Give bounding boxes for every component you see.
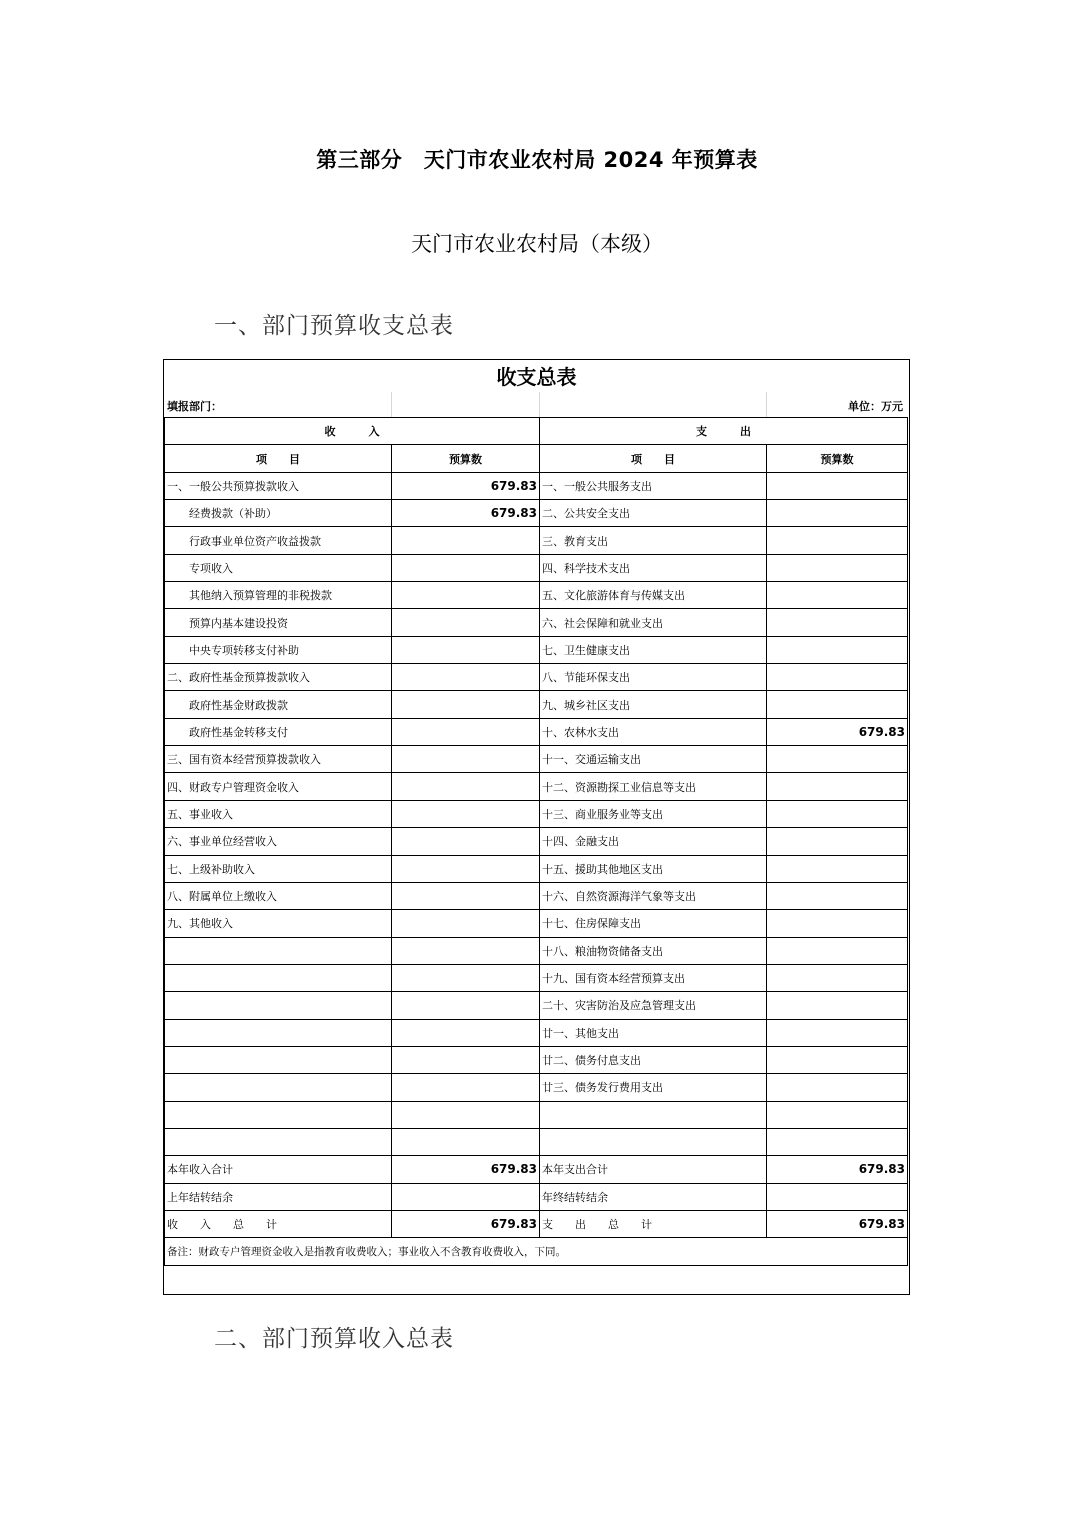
table-row [165,1128,908,1155]
income-value-cell [392,773,540,800]
table-note-row [165,1238,908,1265]
income-value-cell [392,664,540,691]
budget-summary-table [164,417,908,1266]
income-item-cell: 其他纳入预算管理的非税拨款 [165,582,392,609]
expense-value-cell [767,882,908,909]
income-item-cell: 行政事业单位资产收益拨款 [165,527,392,554]
income-item-cell: 一、一般公共预算拨款收入 [165,472,392,499]
expense-item-cell: 支 出 总 计 [540,1210,767,1237]
table-row [165,800,908,827]
income-value-cell [392,1183,540,1210]
expense-item-cell: 十、农林水支出 [540,718,767,745]
income-value-cell [392,609,540,636]
expense-item-cell: 五、文化旅游体育与传媒支出 [540,582,767,609]
table-row [165,664,908,691]
expense-item-cell: 十九、国有资本经营预算支出 [540,964,767,991]
table-row [165,472,908,499]
income-item-cell [165,1046,392,1073]
income-value-cell: 679.83 [392,500,540,527]
expense-value-cell [767,582,908,609]
table-row [165,937,908,964]
fill-info-row [164,392,909,418]
income-value-cell [392,800,540,827]
income-value-cell [392,964,540,991]
table-row [165,910,908,937]
expense-item-cell: 十七、住房保障支出 [540,910,767,937]
page-subtitle: 天门市农业农村局（本级） [411,232,663,256]
table-row [165,1210,908,1237]
expense-item-cell [540,1101,767,1128]
table-row [165,527,908,554]
expense-item-cell: 十五、援助其他地区支出 [540,855,767,882]
expense-item-cell: 八、节能环保支出 [540,664,767,691]
income-value-cell [392,554,540,581]
income-value-cell [392,855,540,882]
income-value-cell: 679.83 [392,472,540,499]
expense-value-cell [767,1074,908,1101]
expense-value-cell [767,1101,908,1128]
expense-value-cell [767,691,908,718]
expense-value-cell [767,1019,908,1046]
expense-value-cell: 679.83 [767,1156,908,1183]
expense-item-cell: 十二、资源勘探工业信息等支出 [540,773,767,800]
expense-value-cell: 679.83 [767,1210,908,1237]
expense-item-cell: 年终结转结余 [540,1183,767,1210]
income-item-cell: 二、政府性基金预算拨款收入 [165,664,392,691]
income-item-cell: 经费拨款（补助） [165,500,392,527]
table-row [165,500,908,527]
table-row [165,636,908,663]
expense-value-cell [767,800,908,827]
expense-value-cell [767,910,908,937]
income-item-cell: 七、上级补助收入 [165,855,392,882]
table-row [165,746,908,773]
expense-item-cell: 三、教育支出 [540,527,767,554]
expense-value-cell [767,773,908,800]
table-subheader-row [165,445,908,472]
income-item-cell: 三、国有资本经营预算拨款收入 [165,746,392,773]
income-item-cell: 政府性基金转移支付 [165,718,392,745]
expense-value-cell [767,527,908,554]
income-item-cell [165,1128,392,1155]
table-row [165,582,908,609]
expense-item-cell: 廿二、债务付息支出 [540,1046,767,1073]
budget-summary-table-frame [163,359,910,1295]
expense-item-cell: 一、一般公共服务支出 [540,472,767,499]
income-item-cell [165,1074,392,1101]
expense-value-cell [767,1128,908,1155]
unit-label: 单位：万元 [848,400,903,413]
income-value-cell [392,910,540,937]
table-header-row [165,418,908,445]
table-row [165,1019,908,1046]
expense-item-cell: 二、公共安全支出 [540,500,767,527]
income-budget-header: 预算数 [392,445,540,472]
income-item-cell: 收 入 总 计 [165,1210,392,1237]
table-row [165,718,908,745]
income-item-cell: 六、事业单位经营收入 [165,828,392,855]
expense-value-cell [767,828,908,855]
expense-item-header: 项 目 [540,445,767,472]
expense-value-cell [767,1183,908,1210]
table-row [165,992,908,1019]
income-value-cell [392,937,540,964]
expense-value-cell [767,937,908,964]
expense-value-cell [767,664,908,691]
expense-value-cell [767,855,908,882]
expense-item-cell: 十一、交通运输支出 [540,746,767,773]
expense-value-cell [767,1046,908,1073]
expense-item-cell: 廿三、债务发行费用支出 [540,1074,767,1101]
expense-item-cell: 十八、粮油物资储备支出 [540,937,767,964]
expense-value-cell [767,964,908,991]
income-item-cell [165,1101,392,1128]
table-note: 备注：财政专户管理资金收入是指教育收费收入；事业收入不含教育收费收入，下同。 [165,1238,908,1265]
income-value-cell: 679.83 [392,1210,540,1237]
table-row [165,882,908,909]
income-item-cell [165,937,392,964]
table-row [165,828,908,855]
income-item-cell: 九、其他收入 [165,910,392,937]
grid-divider [766,392,767,418]
income-value-cell: 679.83 [392,1156,540,1183]
section-heading-budget-summary: 一、部门预算收支总表 [214,313,454,339]
expense-value-cell: 679.83 [767,718,908,745]
income-item-cell: 上年结转结余 [165,1183,392,1210]
income-item-cell: 中央专项转移支付补助 [165,636,392,663]
income-item-cell: 政府性基金财政拨款 [165,691,392,718]
expense-item-cell: 廿一、其他支出 [540,1019,767,1046]
expense-value-cell [767,992,908,1019]
expense-value-cell [767,636,908,663]
expense-item-cell: 六、社会保障和就业支出 [540,609,767,636]
expense-item-cell: 本年支出合计 [540,1156,767,1183]
table-row [165,609,908,636]
expense-item-cell: 十四、金融支出 [540,828,767,855]
table-row [165,773,908,800]
income-value-cell [392,1101,540,1128]
table-row [165,554,908,581]
table-row [165,691,908,718]
expense-value-cell [767,472,908,499]
income-value-cell [392,746,540,773]
table-row [165,964,908,991]
income-value-cell [392,1019,540,1046]
table-row [165,855,908,882]
expense-item-cell: 二十、灾害防治及应急管理支出 [540,992,767,1019]
expense-header: 支 出 [540,418,908,445]
income-item-cell [165,992,392,1019]
expense-value-cell [767,554,908,581]
income-item-cell: 专项收入 [165,554,392,581]
income-value-cell [392,691,540,718]
table-title: 收支总表 [496,365,577,389]
grid-divider [539,392,540,418]
expense-value-cell [767,609,908,636]
expense-item-cell: 十六、自然资源海洋气象等支出 [540,882,767,909]
expense-item-cell [540,1128,767,1155]
expense-value-cell [767,500,908,527]
expense-item-cell: 四、科学技术支出 [540,554,767,581]
income-value-cell [392,1128,540,1155]
table-row [165,1156,908,1183]
income-item-cell [165,1019,392,1046]
expense-item-cell: 九、城乡社区支出 [540,691,767,718]
income-item-cell: 预算内基本建设投资 [165,609,392,636]
page-title: 第三部分 天门市农业农村局 2024 年预算表 [316,148,758,172]
income-item-cell: 八、附属单位上缴收入 [165,882,392,909]
income-value-cell [392,636,540,663]
income-item-cell: 四、财政专户管理资金收入 [165,773,392,800]
expense-item-cell: 七、卫生健康支出 [540,636,767,663]
fill-dept-label: 填报部门： [167,400,222,413]
expense-value-cell [767,746,908,773]
income-value-cell [392,992,540,1019]
income-value-cell [392,882,540,909]
income-value-cell [392,718,540,745]
income-value-cell [392,1046,540,1073]
table-row [165,1183,908,1210]
table-row [165,1074,908,1101]
income-value-cell [392,828,540,855]
income-item-cell [165,964,392,991]
income-value-cell [392,1074,540,1101]
table-row [165,1046,908,1073]
expense-budget-header: 预算数 [767,445,908,472]
table-row [165,1101,908,1128]
income-item-cell: 本年收入合计 [165,1156,392,1183]
income-value-cell [392,527,540,554]
income-header: 收 入 [165,418,540,445]
income-item-cell: 五、事业收入 [165,800,392,827]
income-item-header: 项 目 [165,445,392,472]
income-value-cell [392,582,540,609]
section-heading-income-summary: 二、部门预算收入总表 [214,1326,454,1352]
grid-divider [391,392,392,418]
expense-item-cell: 十三、商业服务业等支出 [540,800,767,827]
